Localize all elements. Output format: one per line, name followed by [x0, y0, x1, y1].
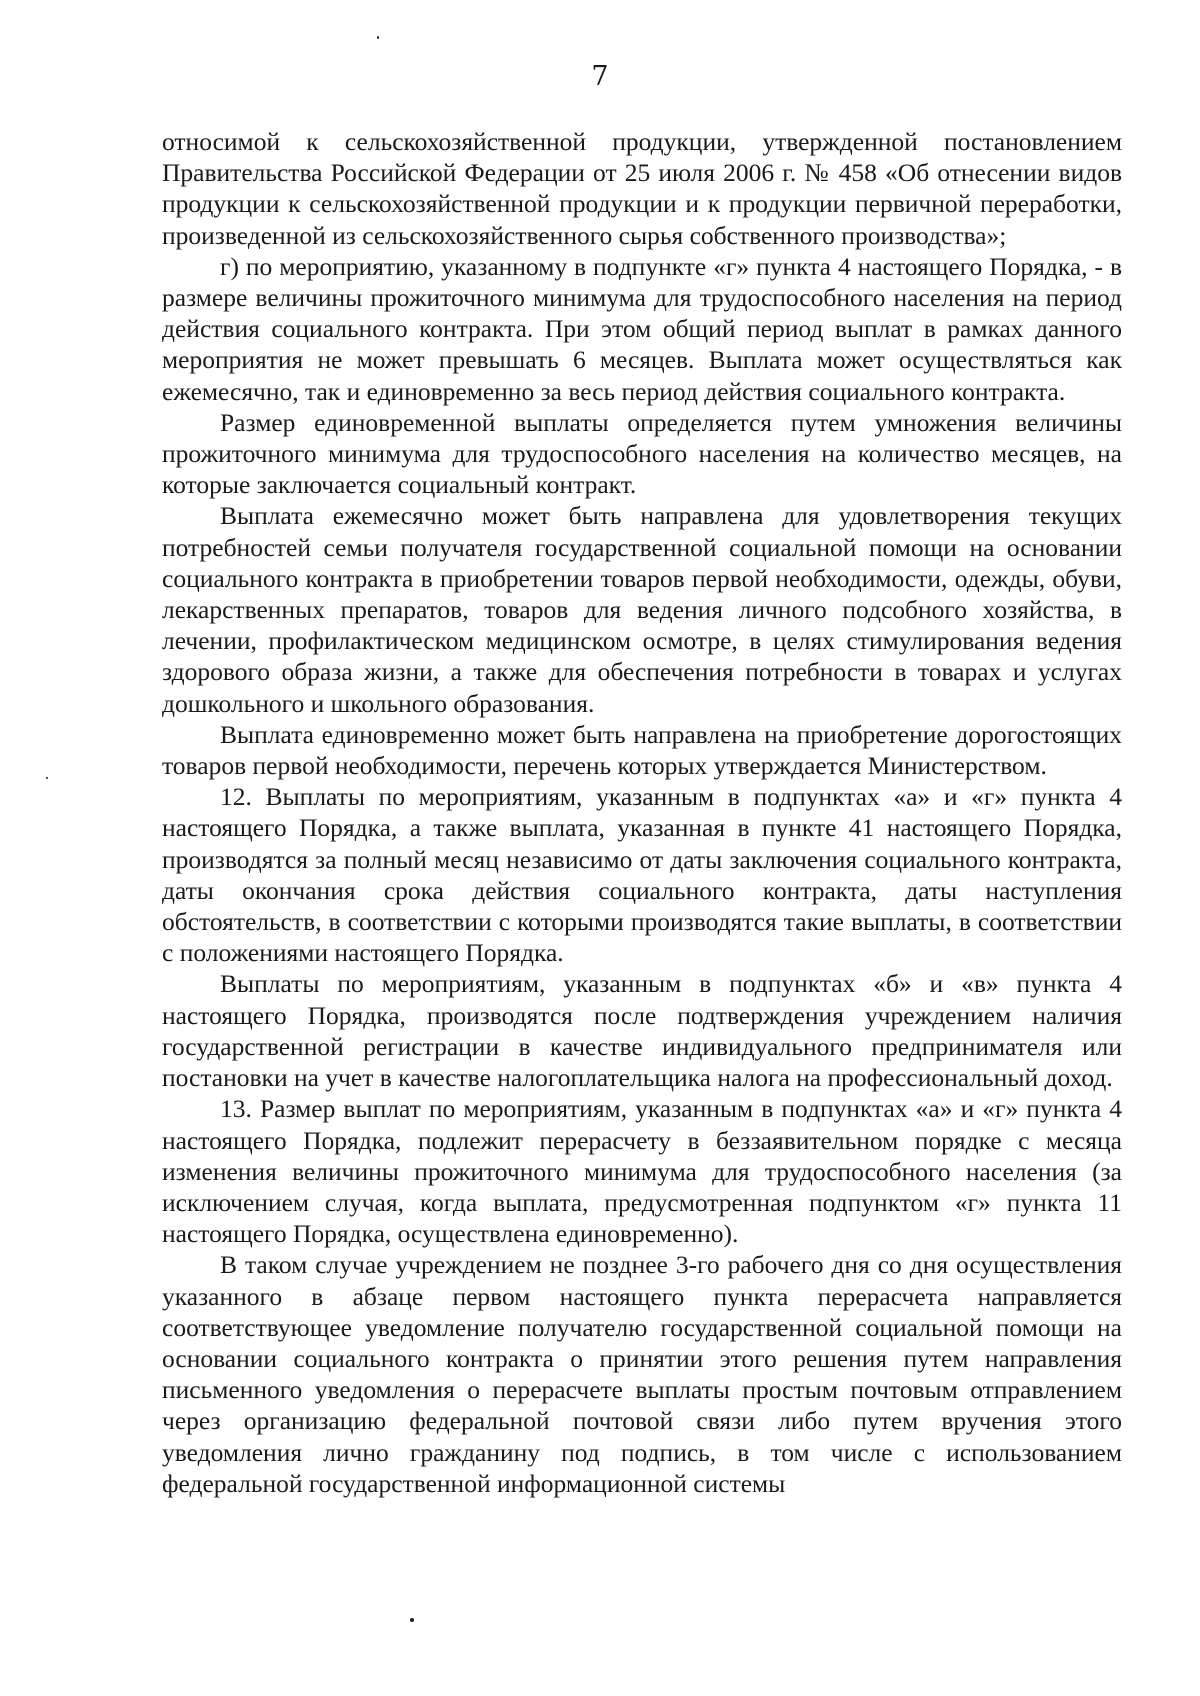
paragraph: Выплата единовременно может быть направлена на приобретение дорогостоящих товаров первой необходимости, перечень которых утверждается Министерством. — [162, 719, 1122, 781]
paragraph: В таком случае учреждением не позднее 3-го рабочего дня со дня осуществления указанного в абзаце первом настоящего пункта перерасчета направляется соответствующее уведомление получателю государственной социальной помощи на основании социального контракта о принятии этого решения путем направления письменного уведомления о перерасчете выплаты простым почтовым отправлением через организацию федеральной почтовой связи либо путем вручения этого уведомления лично гражданину под подпись, в том числе с использованием федеральной государственной информационной системы — [162, 1250, 1122, 1498]
paragraph: 12. Выплаты по мероприятиям, указанным в подпунктах «а» и «г» пункта 4 настоящего Порядка, а также выплата, указанная в пункте 41 настоящего Порядка, производятся за полный месяц независимо от даты заключения социального контракта, даты окончания срока действия социального контракта, даты наступления обстоятельств, в соответствии с которыми производятся такие выплаты, в соответствии с положениями настоящего Порядка. — [162, 782, 1122, 968]
paragraph: относимой к сельскохозяйственной продукции, утвержденной постановлением Правительства Российской Федерации от 25 июля 2006 г. № 458 «Об отнесении видов продукции к сельскохозяйственной продукции и к продукции первичной переработки, произведенной из сельскохозяйственного сырья собственного производства»; — [162, 127, 1122, 250]
scan-speck — [377, 36, 379, 39]
paragraph: г) по мероприятию, указанному в подпункте «г» пункта 4 настоящего Порядка, - в размере величины прожиточного минимума для трудоспособного населения на период действия социального контракта. При этом общий период выплат в рамках данного мероприятия не может превышать 6 месяцев. Выплата может осуществляться как ежемесячно, так и единовременно за весь период действия социального контракта. — [162, 251, 1122, 406]
body-text — [162, 126, 1122, 1499]
paragraph: Выплата ежемесячно может быть направлена для удовлетворения текущих потребностей семьи получателя государственной социальной помощи на основании социального контракта в приобретении товаров первой необходимости, одежды, обуви, лекарственных препаратов, товаров для ведения личного подсобного хозяйства, в лечении, профилактическом медицинском осмотре, в целях стимулирования ведения здорового образа жизни, а также для обеспечения потребности в товарах и услугах дошкольного и школьного образования. — [162, 501, 1122, 718]
page-number: 7 — [591, 61, 609, 92]
scan-speck — [46, 777, 48, 779]
paragraph: Размер единовременной выплаты определяется путем умножения величины прожиточного минимума для трудоспособного населения на количество месяцев, на которые заключается социальный контракт. — [162, 407, 1122, 500]
paragraph: Выплаты по мероприятиям, указанным в подпунктах «б» и «в» пункта 4 настоящего Порядка, производятся после подтверждения учреждением наличия государственной регистрации в качестве индивидуального предпринимателя или постановки на учет в качестве налогоплательщика налога на профессиональный доход. — [162, 969, 1122, 1093]
scan-speck — [410, 1618, 414, 1622]
paragraph: 13. Размер выплат по мероприятиям, указанным в подпунктах «а» и «г» пункта 4 настоящего Порядка, подлежит перерасчету в беззаявительном порядке с месяца изменения величины прожиточного минимума для трудоспособного населения (за исключением случая, когда выплата, предусмотренная подпунктом «г» пункта 11 настоящего Порядка, осуществлена единовременно). — [162, 1094, 1122, 1249]
